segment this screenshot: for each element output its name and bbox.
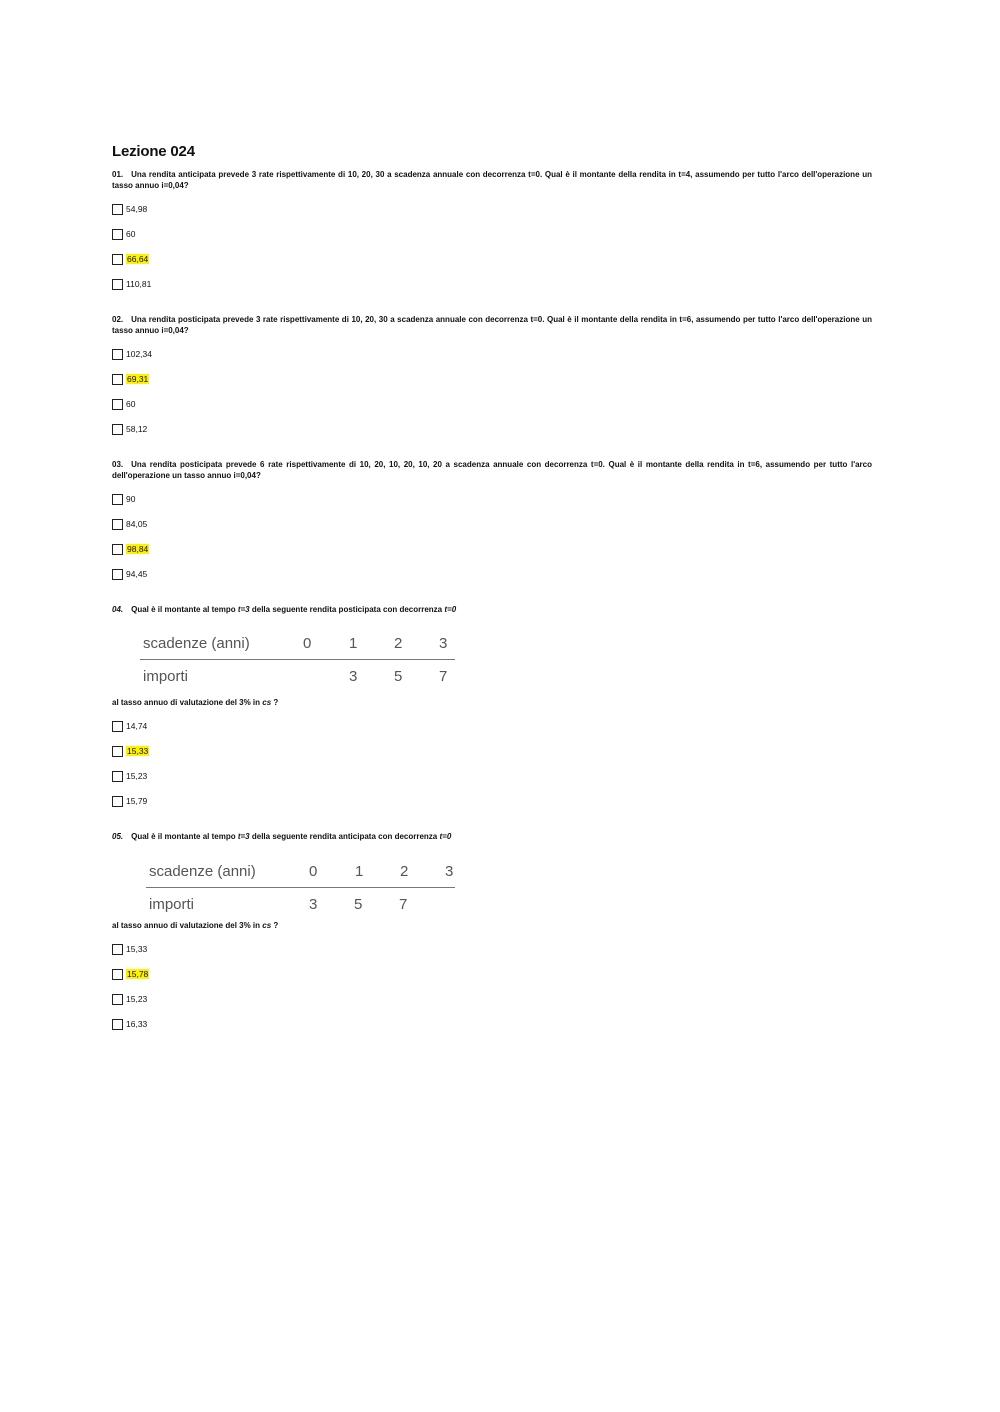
question-5-text: 05. Qual è il montante al tempo t=3 della seguente rendita anticipata con decorrenza t=0 (112, 832, 452, 841)
table-cell: 1 (349, 635, 358, 652)
answer-option[interactable] (112, 942, 872, 956)
table-divider (146, 887, 455, 888)
question-2-text: 02. Una rendita posticipata prevede 3 rate rispettivamente di 10, 20, 30 a scadenza annuale con decorrenza t=0. Qual è il montante della rendita in t=6, assumendo per tutto l'arco dell'operazione un tasso annuo i=0,04? (112, 315, 872, 335)
answer-label: 15,23 (126, 771, 148, 781)
answer-label: 15,79 (126, 796, 148, 806)
answer-checkbox[interactable] (112, 944, 123, 955)
question-3-text: 03. Una rendita posticipata prevede 6 rate rispettivamente di 10, 20, 10, 20, 10, 20 a scadenza annuale con decorrenza t=0. Qual è il montante della rendita in t=6, assumendo per tutto l'arco dell'operazione un tasso annuo i=0,04? (112, 460, 872, 480)
answer-label: 90 (126, 494, 136, 504)
answer-label: 94,45 (126, 569, 148, 579)
answer-checkbox[interactable] (112, 569, 123, 580)
table-cell: 3 (349, 668, 358, 685)
lesson-title: Lezione 024 (112, 143, 195, 160)
answer-checkbox[interactable] (112, 519, 123, 530)
answer-option[interactable] (112, 397, 872, 411)
table-cell: 0 (303, 635, 312, 652)
table-row2-label: importi (143, 668, 189, 685)
answer-label: 102,34 (126, 349, 152, 359)
table-cell: 2 (400, 863, 409, 880)
question-4-text-after: al tasso annuo di valutazione del 3% in cs ? (112, 698, 279, 707)
answer-label: 60 (126, 399, 136, 409)
table-cell: 2 (394, 635, 403, 652)
answer-option[interactable] (112, 252, 872, 266)
table-divider (140, 659, 455, 660)
answer-option[interactable] (112, 202, 872, 216)
question-5 (112, 831, 872, 1031)
table-row1-label: scadenze (anni) (149, 863, 256, 880)
answer-label: 15,23 (126, 994, 148, 1004)
answer-checkbox[interactable] (112, 494, 123, 505)
answer-option[interactable] (112, 567, 872, 581)
table-cell: 0 (309, 863, 318, 880)
table-cell: 7 (439, 668, 448, 685)
answer-label: 66,64 (127, 254, 149, 264)
question-2 (112, 314, 872, 436)
question-number: 04. (112, 605, 124, 614)
answer-checkbox[interactable] (112, 399, 123, 410)
question-5-text-after: al tasso annuo di valutazione del 3% in cs ? (112, 921, 279, 930)
table-cell: 1 (355, 863, 364, 880)
answer-label: 58,12 (126, 424, 148, 434)
answer-option[interactable] (112, 492, 872, 506)
answer-checkbox[interactable] (112, 254, 123, 265)
answer-checkbox[interactable] (112, 969, 123, 980)
question-4-text: 04. Qual è il montante al tempo t=3 della seguente rendita posticipata con decorrenza t=0 (112, 605, 457, 614)
answer-label: 15,33 (127, 746, 149, 756)
answer-option[interactable] (112, 227, 872, 241)
answer-option[interactable] (112, 542, 872, 556)
answer-option[interactable] (112, 744, 872, 758)
question-3 (112, 459, 872, 581)
answer-checkbox[interactable] (112, 374, 123, 385)
answer-checkbox[interactable] (112, 721, 123, 732)
answer-option[interactable] (112, 992, 872, 1006)
answer-checkbox[interactable] (112, 1019, 123, 1030)
answer-checkbox[interactable] (112, 279, 123, 290)
answer-label: 15,78 (127, 969, 149, 979)
answer-label: 54,98 (126, 204, 148, 214)
table-cell: 3 (445, 863, 454, 880)
answer-checkbox[interactable] (112, 204, 123, 215)
question-1-text: 01. Una rendita anticipata prevede 3 rate rispettivamente di 10, 20, 30 a scadenza annuale con decorrenza t=0. Qual è il montante della rendita in t=4, assumendo per tutto l'arco dell'operazione un tasso annuo i=0,04? (112, 170, 872, 190)
question-number: 03. (112, 460, 124, 469)
answer-option[interactable] (112, 517, 872, 531)
answer-option[interactable] (112, 1017, 872, 1031)
answer-option[interactable] (112, 719, 872, 733)
table-cell: 7 (399, 896, 408, 913)
answer-option[interactable] (112, 277, 872, 291)
answer-label: 84,05 (126, 519, 148, 529)
table-cell: 5 (354, 896, 363, 913)
question-number: 02. (112, 315, 124, 324)
answer-checkbox[interactable] (112, 994, 123, 1005)
answer-label: 16,33 (126, 1019, 148, 1029)
table-row2-label: importi (149, 896, 195, 913)
table-cell: 5 (394, 668, 403, 685)
answer-option[interactable] (112, 769, 872, 783)
answer-label: 110,81 (126, 279, 152, 289)
question-number: 01. (112, 170, 124, 179)
answer-checkbox[interactable] (112, 424, 123, 435)
table-cell: 3 (309, 896, 318, 913)
answer-label: 15,33 (126, 944, 148, 954)
answer-option[interactable] (112, 347, 872, 361)
question-number: 05. (112, 832, 124, 841)
answer-label: 98,84 (127, 544, 149, 554)
document-page (112, 143, 872, 1051)
answer-checkbox[interactable] (112, 796, 123, 807)
answer-checkbox[interactable] (112, 544, 123, 555)
table-cell: 3 (439, 635, 448, 652)
schedule-table-image (112, 856, 872, 918)
question-4 (112, 604, 872, 808)
answer-option[interactable] (112, 422, 872, 436)
answer-checkbox[interactable] (112, 229, 123, 240)
answer-checkbox[interactable] (112, 746, 123, 757)
table-row1-label: scadenze (anni) (143, 635, 250, 652)
schedule-table-image (112, 629, 872, 691)
answer-option[interactable] (112, 372, 872, 386)
answer-option[interactable] (112, 967, 872, 981)
answer-checkbox[interactable] (112, 771, 123, 782)
answer-checkbox[interactable] (112, 349, 123, 360)
answer-label: 14,74 (126, 721, 148, 731)
answer-option[interactable] (112, 794, 872, 808)
answer-label: 60 (126, 229, 136, 239)
answer-label: 69,31 (127, 374, 149, 384)
question-1 (112, 169, 872, 291)
